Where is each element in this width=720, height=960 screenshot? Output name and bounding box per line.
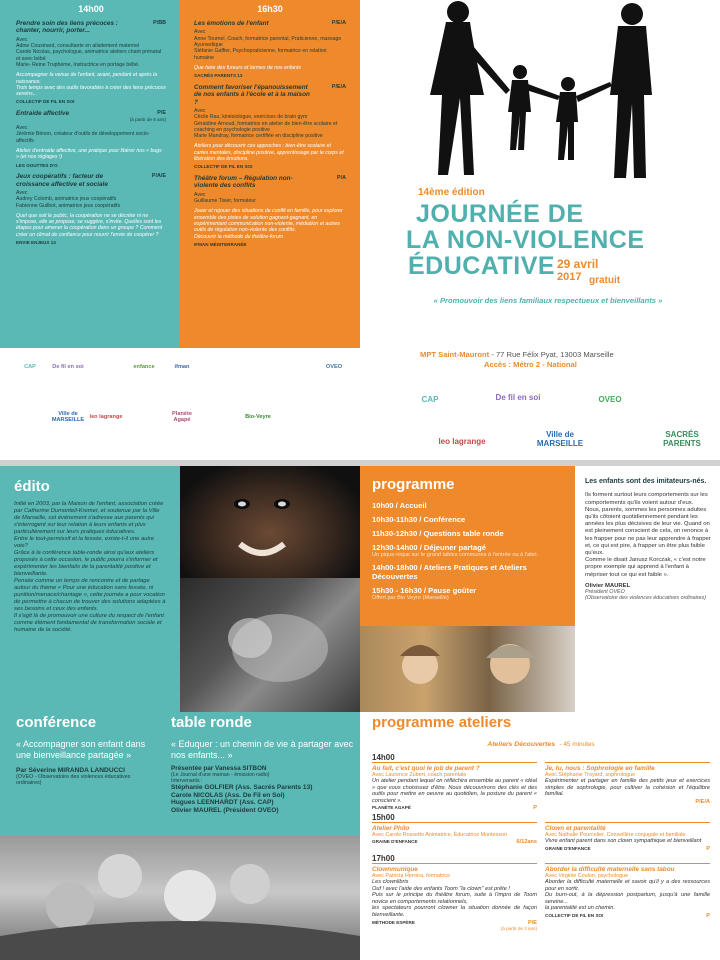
audience-tag: P/A/E (151, 173, 166, 180)
programme-item (372, 515, 563, 524)
conference-org: (OVEO - Observatoire des violences éducatives ordinaires) (16, 774, 131, 787)
side-quote-title: Les enfants sont des imitateurs-nés. (585, 478, 707, 485)
partner-logo-icon (126, 402, 162, 432)
venue-name: MPT Saint-Mauront (420, 350, 490, 359)
table-ronde-intervenants: Intervenants : (171, 778, 203, 784)
partner-logo: De fil en soi (52, 364, 84, 370)
age-note: (à partir de 6 ans) (129, 117, 166, 123)
cover (360, 0, 720, 348)
workshop-title: Les émotions de l'enfant (194, 20, 269, 27)
partner-logo: Bio-Veyre (245, 414, 271, 420)
partner-logo-icon (12, 402, 48, 432)
audience-tag: P/E/A (331, 83, 346, 90)
side-quote-text: Ils forment surtout leurs comportements sur les comportements qu'ils voient autour d'eux. Nous, parents, sommes les personnes adultes qu'ils côtoient quotidiennement pendant les années les plus décisives de leur vie. Quand on est pleinement conscient de cela, on renonce à les frapper pour ne pas leur apprendre à frapper et, ce qui est pire, à frapper un être plus faible qu'eux. Comme le disait Janusz Korczak, « c'est notre propre exemple qui apprend à l'enfant à mépriser tout ce qui est faible ». (585, 492, 711, 578)
atelier-card (372, 762, 537, 811)
workshop-organizer: SACRÉS PARENTS 13 (194, 73, 243, 79)
edito-panel (0, 466, 180, 712)
table-ronde-title: table ronde (171, 714, 252, 731)
workshop-block (16, 110, 166, 168)
atelier-speaker: Avec Patricia Herrera, formatrice (372, 872, 451, 879)
atelier-title: Clown et parentalité (545, 825, 606, 833)
conference-title: conférence (16, 714, 97, 731)
edito-title: édito (14, 478, 50, 495)
ateliers-duration: - 45 minutes (559, 741, 595, 748)
atelier-text: Un atelier pendant lequel on réfléchira ensemble au parent « idéal » que vous choisissez d'être. Nous découvrirons des clés et des outils pour mettre en oeuvre au quotidien, la posture du parent « conscient ». (372, 778, 537, 804)
partner-logo: SACRÉS PARENTS (663, 430, 701, 448)
atelier-title: Au fait, c'est quoi le job de parent ? (372, 765, 480, 772)
programme-note: Un pique-nique sur le grand tables communes à l'entrée ou à l'abri. (372, 552, 539, 558)
atelier-tag: P/E (527, 919, 537, 926)
partner-logo: enfance (133, 364, 155, 370)
cover-date: 29 avril (557, 257, 599, 271)
logo-grid-right (380, 374, 710, 458)
age-note: (à partir de 2 ans) (500, 925, 537, 931)
partner-logo: CAP (24, 364, 36, 370)
atelier-title: Clownmunique (372, 865, 418, 873)
conference-speaker: Par Séverine MIRANDA LANDUCCI (16, 767, 125, 774)
atelier-text: Vivre enfant parent dans son clown sympathique et bienveillant (545, 838, 702, 845)
workshop-title: Comment favoriser l'épanouissement de nos enfants à l'école et à la maison ? (194, 83, 310, 106)
atelier-organizer: COLLECTIF DE FIL EN SOI (545, 912, 604, 918)
atelier-speaker: Avec Virginie Coulon, psychologue (545, 872, 629, 879)
side-quote-panel (575, 466, 720, 712)
cover-year: 2017 (557, 271, 582, 283)
side-quote-role: Président OVEO (585, 588, 625, 595)
atelier-speaker: Avec Stéphanie Troyard, sophrologue (545, 772, 636, 778)
audience-tag: P/E/A (331, 20, 346, 26)
partner-logo (652, 382, 712, 412)
programme-time: 10h00 / Accueil (372, 501, 427, 510)
atelier-text: Les clownlibris Ouf ! avec l'aide des enfants Toom "la clown" est prête ! Puis sur le principe du théâtre forum, suite à l'impro de Toom novice en comportements relationnels, les spectateurs pourront clowner la situation donnée de façon bienveillante. (372, 878, 537, 918)
workshop-speakers: Avec Audrey Colomb, animatrice jeux coopératifs Fabienne Guilbot, animatrice jeux coopératifs (16, 189, 121, 209)
workshop-speakers: Avec Cécile Rau, kinésiologue, exercices de brain gym Géraldine Arnoud, formatrice en atelier de bien-être scolaire et coaching en psychologie positive Marie Mandray, formatrice certifiée en discipline positive (194, 108, 338, 140)
mid-column (180, 0, 360, 348)
logo-strip (0, 348, 720, 460)
atelier-card (372, 863, 537, 931)
atelier-tag: P (706, 912, 710, 919)
atelier-speaker: Avec Nathalie Pourcelier, Conseillère conjugale et familiale (545, 832, 686, 839)
atelier-organizer: MÉTHODE ESPÈRE (372, 919, 415, 925)
partner-logo: De fil en soi (495, 392, 541, 402)
partner-logo: OVEO (325, 364, 343, 370)
programme-time: 12h30-14h00 / Déjeuner partagé (372, 543, 486, 552)
table-ronde-quote: « Eduquer : un chemin de vie à partager avec nos enfants... » (171, 739, 354, 760)
intervenant: Hugues LEENHARDT (Ass. CAP) (171, 799, 274, 807)
left-column-header: 14h00 (78, 4, 104, 14)
workshop-title: Entraide affective (16, 110, 70, 118)
child-face-photo (180, 466, 360, 578)
workshop-block (194, 20, 346, 79)
edition-label: 14ème édition (418, 187, 485, 198)
workshop-description: Jouer et rejouer des situations de conflit en famille, pour explorer ensemble des pistes de solution gagnant-gagnant, en expérimentant communication non-violente, médiation et autres outils de régulation non-violente des conflits. Découvrir la méthode du théâtre-forum (194, 208, 343, 240)
workshop-organizer: COLLECTIF DE FIL EN SOI (194, 164, 253, 170)
table-ronde-host: Présentée par Vanessa SITBON (171, 765, 267, 772)
programme-time: 11h30-12h30 / Questions table ronde (372, 529, 504, 538)
partner-logo: OVEO (598, 394, 622, 404)
partner-logo-icon (278, 402, 314, 432)
partner-logo: CAP (421, 394, 439, 404)
atelier-text: Aborder la difficulté maternelle et savoir qu'il y a des ressources pour en sortir. Du burn-out, à la dépression postpartum, jusqu'à une famille sereine... la parentalité est un chemin. (545, 878, 710, 912)
audience-tag: P/A (337, 174, 346, 181)
workshop-description: Quel que soit le public, la coopération ne se décrète ni ne s'impose, elle se propose, se suggère, s'invite. Quelles sont les étapes pour amener la coopération dans un groupe ? Comment créer un climat de confiance pour nourrir l'envie de coopérer ? (16, 212, 163, 238)
workshop-title: Théâtre forum – Régulation non-violente des conflits (194, 174, 293, 190)
partner-logo: leo lagrange (438, 436, 486, 446)
venue-access: Accès : Métro 2 - National (484, 360, 577, 369)
partner-logo-icon (240, 352, 276, 382)
workshop-block (16, 173, 166, 245)
father-son-photo (360, 626, 575, 712)
mid-column-header: 16h30 (257, 4, 283, 14)
edito-text: Initié en 2003, par la Maison de l'enfant, association créée par Catherine Dumonteil-Kremer, et soutenue par la Ville de Marseille, cet événement s'adresse aux parents qui s'interrogent sur leur relation à leurs enfants et plus particulièrement sur leurs pratiques éducatives. Entre le tout-permissif et la fessée, existe-t-il une autre voie? Grâce à la conférence table-ronde ainsi qu'aux ateliers proposés à cette occasion, le public pourra s'informer et expérimenter les bienfaits de la parentalité positive et bienveillante. Pensée comme un temps de rencontre et de partage autour du thème « Pour une éducation sans fessée, ni punition/menace/chantage », cette journée a pour vocation de permettre à chacun de trouver des solutions adaptées à ses besoins et ceux des enfants. Il s'agit là de promouvoir une culture du respect de l'enfant comme élément fondamental de transformation sociale et humaine de la société. (14, 501, 166, 633)
partner-logo-icon (202, 352, 238, 382)
family-silhouette (400, 0, 700, 180)
atelier-card (372, 822, 537, 852)
partner-logo: Planète Agapé (172, 411, 192, 423)
partner-logo: ifman (174, 364, 190, 370)
ateliers-time-1: 14h00 (372, 753, 395, 762)
atelier-tag: P (706, 845, 710, 852)
conference-panel (0, 712, 165, 836)
programme-item (372, 501, 563, 510)
atelier-speaker: Avec Carole Rossetto Animatrice, Éducatrice Montessori (372, 832, 508, 839)
venue-address: - 77 Rue Félix Pyat, 13003 Marseille (491, 350, 614, 359)
side-quote-org: (Observatoire des violences éducatives ordinaires) (585, 594, 707, 601)
atelier-speaker: Avec Laurence Zubert, coach parentale (372, 772, 467, 778)
atelier-organizer: GRAINE D'ENFANCE (545, 845, 591, 851)
workshop-speakers: Avec Jérémie Bénon, créateur d'outils de développement socio-affectifs (16, 125, 150, 144)
workshop-organizer: ENVIE ENJEUX 13 (16, 240, 56, 246)
programme-item (372, 529, 563, 538)
partner-logo: Ville de MARSEILLE (536, 430, 584, 448)
partner-logo-icon (278, 352, 314, 382)
intervenant: Olivier MAUREL (Président OVEO) (171, 806, 279, 814)
family-photo (0, 836, 360, 960)
ateliers-title: programme ateliers (372, 714, 512, 731)
workshop-speakers: Avec Adine Cousinard, consultante en allaitement maternel Carole Nicolas, psychologue, animatrice ateliers chant prénatal et avec bébé Marie- Reine Truphème, Instructrice en portage bébé. (16, 36, 162, 68)
workshop-description: Ateliers pour découvrir ces approches : bien-être scolaire et cartes mentales, discipline positive, apprentissage par le corps et libération des émotions. (194, 143, 344, 163)
workshop-block (16, 20, 166, 105)
cover-title-2: LA NON-VIOLENCE (406, 226, 645, 254)
atelier-card (545, 863, 710, 931)
atelier-title: Atelier Philo (372, 825, 410, 833)
workshop-description: Atelier d'entraide affective, une pratique pour libérer nos « bugs » (et nos réglages !) (16, 147, 162, 161)
cover-slogan: « Promouvoir des liens familiaux respectueux et bienveillants » (433, 296, 663, 305)
table-ronde-panel (165, 712, 360, 836)
programme-time: 15h30 - 16h30 / Pause goûter (372, 586, 477, 595)
programme-time: 10h30-11h30 / Conférence (372, 515, 466, 524)
workshop-description: Accompagner la venue de l'enfant, avant, pendant et après la naissance. Trois temps avec des outils favorables à créer des liens précoces sereins... (16, 72, 166, 98)
programme-item (372, 586, 563, 601)
atelier-title: Je, tu, nous : Sophrologie en famille (545, 765, 655, 772)
partner-logo-icon (88, 352, 124, 382)
programme-title: programme (372, 476, 455, 493)
programme-time: 14h00-18h00 / Ateliers Pratiques et Ateliers Découvertes (372, 563, 527, 581)
workshop-speakers: Avec Anne Tournel, Coach, formatrice parental, Praticienne, massage Ayurvedique Stéfanie Gaffier, Psychopraticienne, formatrice en relation humaine (194, 29, 342, 61)
programme-item (372, 543, 563, 558)
workshop-block (194, 175, 346, 247)
cover-title-1: JOURNÉE DE (416, 200, 584, 228)
atelier-title: Aborder la difficulté maternelle sans tabou (545, 865, 675, 873)
atelier-text: Expérimenter et partager en famille des petits jeux et exercices simples de sophrologie, pour cultiver la cohésion et l'équilibre familial. (545, 778, 710, 798)
atelier-organizer: GRAINE D'ENFANCE (372, 839, 418, 845)
atelier-tag: 6/12ans (516, 839, 537, 846)
sleeping-baby-photo (180, 578, 360, 712)
partner-logo: leo lagrange (89, 414, 123, 420)
workshop-organizer: LES GOUTTES D'O (16, 162, 58, 168)
conference-quote: « Accompagner son enfant dans une bienveillance partagée » (16, 739, 146, 760)
ateliers-subtitle: Ateliers Découvertes (487, 741, 555, 748)
venue-line (420, 350, 614, 359)
partner-logo-icon (202, 402, 238, 432)
atelier-organizer: PLANÈTE AGAPÉ (372, 805, 411, 811)
intervenant: Stéphanie GOLFIER (Ass. Sacrés Parents 13) (171, 784, 313, 791)
workshop-organizer: IFMAN MÉDITERRANÉE (194, 241, 247, 247)
workshop-block (194, 84, 346, 170)
workshop-title: Prendre soin des liens précoces : chanter, nourrir, porter... (16, 20, 118, 35)
logo-grid-left (12, 352, 360, 456)
ateliers-time-3: 17h00 (372, 853, 395, 863)
atelier-card (545, 762, 710, 811)
programme-item (372, 563, 563, 581)
partner-logo: Ville de MARSEILLE (51, 411, 85, 423)
audience-tag: P/E (157, 110, 166, 117)
workshop-speakers: Avec Guillaume Tisier, formateur (194, 191, 256, 205)
side-quote-author: Olivier MAUREL (585, 582, 631, 589)
programme-panel (360, 466, 575, 626)
atelier-tag: P (533, 805, 537, 812)
workshop-description: Que faire des fureurs et larmes de nos enfants (194, 64, 301, 71)
audience-tag: P/BB (153, 20, 166, 26)
workshop-title: Jeux coopératifs : facteur de croissance affective et sociale (16, 173, 108, 188)
cover-title-3: ÉDUCATIVE (408, 252, 556, 280)
intervenant: Carole NICOLAS (Ass. De Fil en Soi) (171, 791, 285, 799)
cover-free: gratuit (589, 275, 621, 286)
atelier-tag: P/E/A (695, 798, 710, 805)
programme-note: Offert par Bio Veyre (Marseille) (372, 595, 449, 601)
ateliers-time-2: 15h00 (372, 813, 395, 823)
workshop-organizer: COLLECTIF DE FIL EN SOI (16, 99, 75, 105)
table-ronde-host-org: (Le Journal d'une maman - émission radio) (171, 772, 270, 778)
atelier-card (545, 822, 710, 852)
ateliers-panel (360, 712, 720, 960)
left-column (0, 0, 180, 348)
